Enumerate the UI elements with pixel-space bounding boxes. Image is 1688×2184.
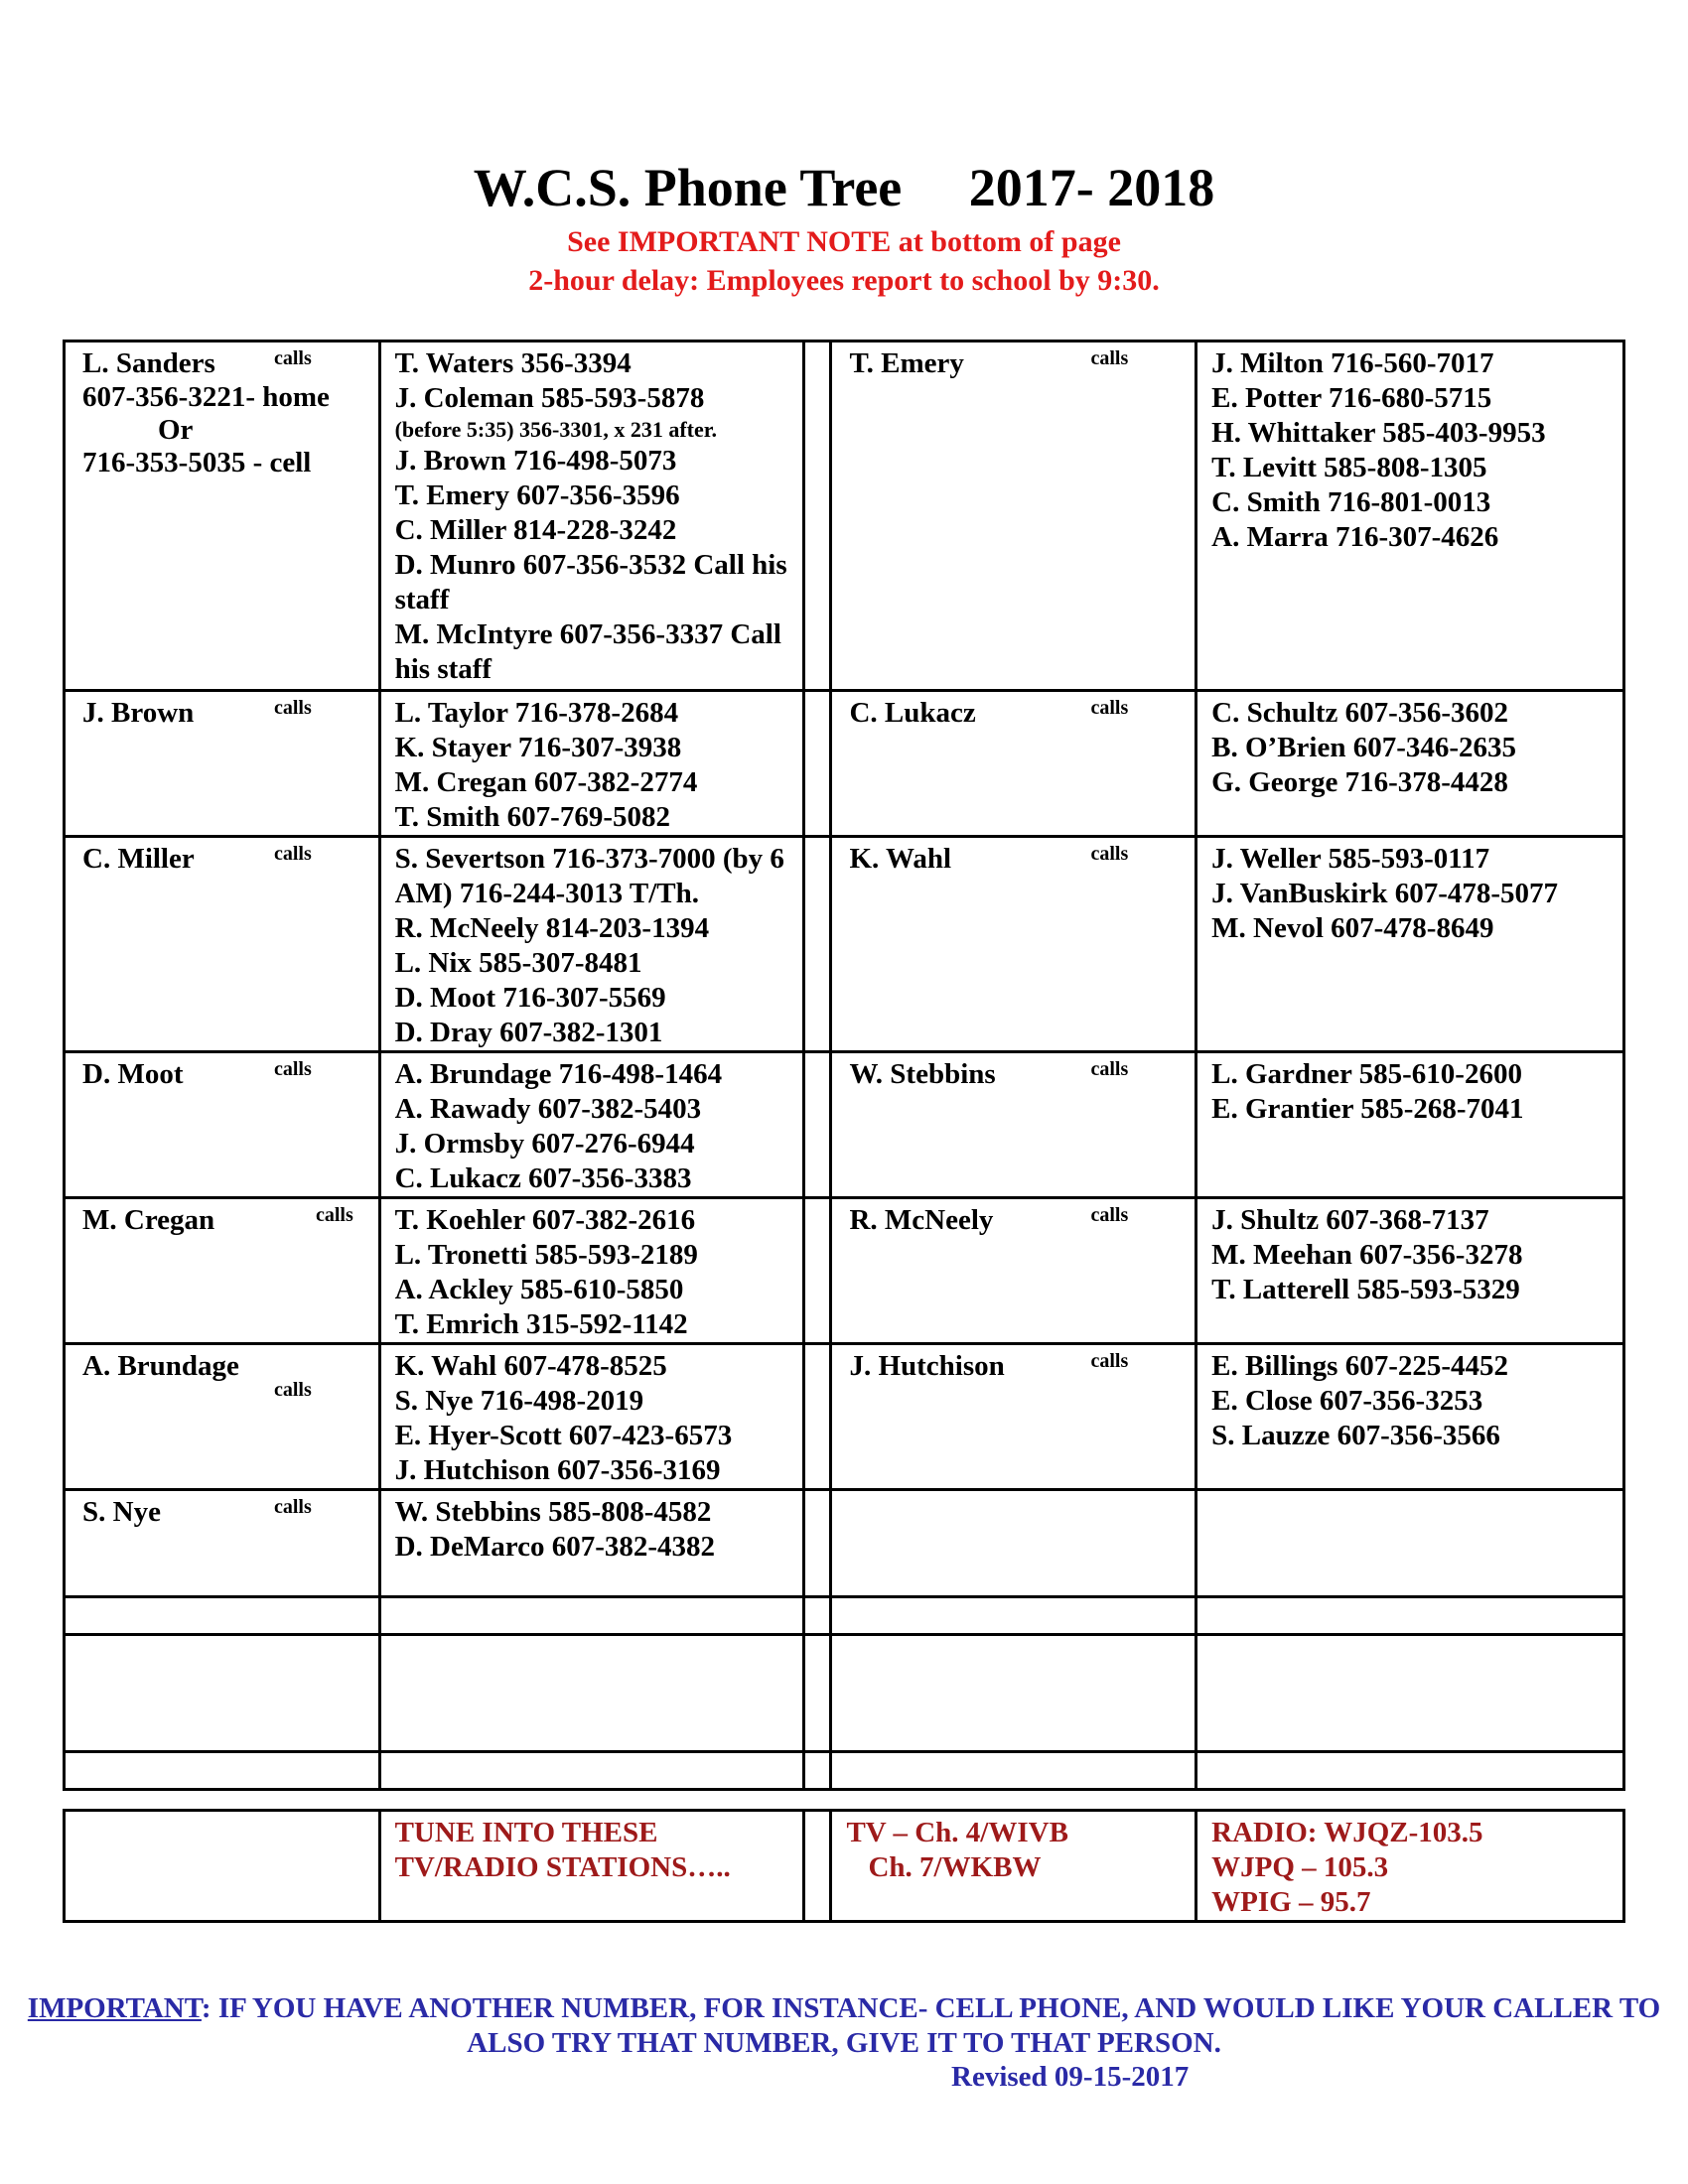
callee: L. Gardner 585-610-2600 — [1211, 1058, 1522, 1090]
stations-table — [63, 1809, 1625, 1923]
spacer-cell — [804, 341, 831, 691]
callee: T. Emrich 315-592-1142 — [394, 1308, 688, 1340]
radio-station: WJPQ – 105.3 — [1211, 1851, 1389, 1883]
callee: C. Miller 814-228-3242 — [394, 514, 677, 546]
callee: G. George 716-378-4428 — [1211, 766, 1508, 798]
callee-list — [381, 1053, 803, 1196]
caller-cell — [66, 1053, 378, 1092]
callee: D. DeMarco 607-382-4382 — [394, 1531, 716, 1563]
tv-station: Ch. 7/WKBW — [868, 1851, 1042, 1883]
callee: E. Hyer-Scott 607-423-6573 — [394, 1420, 733, 1451]
callee: E. Grantier 585-268-7041 — [1211, 1093, 1524, 1125]
caller-contact-or: Or — [158, 414, 194, 446]
callee: D. Munro 607-356-3532 Call his staff — [394, 549, 787, 615]
calls-label: calls — [274, 1379, 312, 1401]
stations-label — [379, 1811, 804, 1922]
caller-name: M. Cregan — [82, 1204, 215, 1236]
callee: C. Lukacz 607-356-3383 — [394, 1162, 692, 1194]
calls-label: calls — [274, 347, 312, 369]
callee: A. Brundage 716-498-1464 — [394, 1058, 723, 1090]
calls-label: calls — [274, 1058, 312, 1080]
callee: L. Taylor 716-378-2684 — [394, 697, 679, 729]
callee: T. Emery 607-356-3596 — [394, 479, 680, 511]
callee: A. Ackley 585-610-5850 — [394, 1274, 684, 1305]
calls-label: calls — [274, 697, 312, 719]
calls-label: calls — [1090, 843, 1129, 865]
radio-station: RADIO: WJQZ-103.5 — [1211, 1817, 1483, 1848]
callee: E. Potter 716-680-5715 — [1211, 382, 1492, 414]
caller-cell — [832, 1345, 1195, 1384]
caller-cell — [832, 838, 1195, 877]
callee: M. Nevol 607-478-8649 — [1211, 912, 1494, 944]
calls-label: calls — [274, 843, 312, 865]
calls-label: calls — [1090, 347, 1129, 369]
caller-cell — [832, 692, 1195, 731]
table-row — [65, 341, 1624, 691]
tv-stations — [831, 1811, 1196, 1922]
calls-label: calls — [1090, 697, 1129, 719]
important-note-pointer: See IMPORTANT NOTE at bottom of page — [567, 225, 1121, 258]
calls-label: calls — [1090, 1204, 1129, 1226]
callee: K. Wahl 607-478-8525 — [394, 1350, 667, 1382]
callee: B. O’Brien 607-346-2635 — [1211, 732, 1517, 763]
callee: T. Levitt 585-808-1305 — [1211, 452, 1487, 483]
stations-label-line: TUNE INTO THESE — [394, 1817, 658, 1848]
caller-cell — [66, 1491, 378, 1530]
callee: S. Lauzze 607-356-3566 — [1211, 1420, 1500, 1451]
callee-list — [381, 342, 803, 687]
caller-cell — [832, 1199, 1195, 1238]
empty-cell — [831, 1490, 1196, 1597]
table-row — [65, 837, 1624, 1052]
caller-cell — [832, 1053, 1195, 1092]
callee-list — [1197, 838, 1622, 946]
delay-note: 2-hour delay: Employees report to school by 9:30. — [528, 264, 1160, 297]
callee: H. Whittaker 585-403-9953 — [1211, 417, 1546, 449]
callee: D. Moot 716-307-5569 — [394, 982, 666, 1014]
stations-label-line: TV/RADIO STATIONS….. — [394, 1851, 731, 1883]
caller-cell — [66, 838, 378, 877]
callee: J. VanBuskirk 607-478-5077 — [1211, 878, 1559, 909]
callee-note: (before 5:35) 356-3301, x 231 after. — [394, 417, 718, 442]
spacer-cell — [804, 837, 831, 1052]
callee-list — [381, 1345, 803, 1488]
calls-label: calls — [1090, 1058, 1129, 1080]
caller-name: K. Wahl — [849, 843, 952, 875]
callee: A. Marra 716-307-4626 — [1211, 521, 1499, 553]
caller-name: J. Hutchison — [849, 1350, 1005, 1382]
callee: M. McIntyre 607-356-3337 Call his staff — [394, 618, 781, 685]
callee: M. Meehan 607-356-3278 — [1211, 1239, 1523, 1271]
caller-name: T. Emery — [849, 347, 964, 379]
calls-label: calls — [1090, 1350, 1129, 1372]
callee-list — [381, 692, 803, 835]
callee: S. Nye 716-498-2019 — [394, 1385, 644, 1417]
caller-name: D. Moot — [82, 1058, 184, 1090]
callee-list — [1197, 1053, 1622, 1127]
radio-stations — [1196, 1811, 1624, 1922]
callee: J. Milton 716-560-7017 — [1211, 347, 1494, 379]
important-text: : IF YOU HAVE ANOTHER NUMBER, FOR INSTANCE- CELL PHONE, AND WOULD LIKE YOUR CALLER TO ALSO TRY THAT NUMBER, GIVE IT TO THAT PERSON. — [201, 1992, 1661, 2059]
callee: A. Rawady 607-382-5403 — [394, 1093, 702, 1125]
empty-cell — [65, 1811, 380, 1922]
callee: M. Cregan 607-382-2774 — [394, 766, 698, 798]
table-row — [65, 1811, 1624, 1922]
caller-name: R. McNeely — [849, 1204, 994, 1236]
empty-row — [65, 1752, 1624, 1790]
caller-name: J. Brown — [82, 697, 195, 729]
callee: L. Tronetti 585-593-2189 — [394, 1239, 698, 1271]
spacer-cell — [804, 1490, 831, 1597]
caller-name: A. Brundage — [82, 1350, 239, 1382]
caller-name: W. Stebbins — [849, 1058, 996, 1090]
callee-list — [1197, 342, 1622, 555]
empty-row — [65, 1635, 1624, 1752]
phone-tree-table — [63, 340, 1625, 1791]
caller-name: C. Miller — [82, 843, 195, 875]
callee: J. Hutchison 607-356-3169 — [394, 1454, 721, 1486]
revised-date: Revised 09-15-2017 — [951, 2061, 1190, 2093]
spacer-cell — [804, 1052, 831, 1198]
caller-cell — [66, 1345, 378, 1400]
empty-cell — [1196, 1490, 1624, 1597]
spacer-cell — [804, 1811, 831, 1922]
callee: W. Stebbins 585-808-4582 — [394, 1496, 712, 1528]
callee: T. Smith 607-769-5082 — [394, 801, 670, 833]
callee: R. McNeely 814-203-1394 — [394, 912, 710, 944]
callee: T. Latterell 585-593-5329 — [1211, 1274, 1520, 1305]
callee-list — [381, 1199, 803, 1342]
spacer-cell — [804, 691, 831, 837]
radio-station: WPIG – 95.7 — [1211, 1886, 1371, 1918]
callee: L. Nix 585-307-8481 — [394, 947, 642, 979]
callee: S. Severtson 716-373-7000 (by 6 AM) 716-244-3013 T/Th. — [394, 843, 784, 909]
table-row — [65, 1490, 1624, 1597]
callee: C. Schultz 607-356-3602 — [1211, 697, 1508, 729]
callee-list — [381, 1491, 803, 1565]
callee: T. Waters 356-3394 — [394, 347, 632, 379]
caller-cell — [832, 342, 1195, 381]
callee: J. Coleman 585-593-5878 — [394, 382, 705, 414]
spacer-cell — [804, 1198, 831, 1344]
caller-cell — [66, 1199, 378, 1238]
calls-label: calls — [316, 1204, 353, 1226]
empty-row — [65, 1597, 1624, 1635]
page-title: W.C.S. Phone Tree 2017- 2018 — [473, 158, 1215, 217]
important-lead: IMPORTANT — [27, 1992, 202, 2024]
important-note — [0, 1991, 1688, 2061]
callee-list — [381, 838, 803, 1050]
caller-contact-cell: 716-353-5035 - cell — [82, 447, 312, 478]
callee-list — [1197, 1199, 1622, 1307]
callee: C. Smith 716-801-0013 — [1211, 486, 1491, 518]
callee: K. Stayer 716-307-3938 — [394, 732, 682, 763]
callee: J. Brown 716-498-5073 — [394, 445, 677, 477]
caller-name: C. Lukacz — [849, 697, 976, 729]
caller-name: S. Nye — [82, 1496, 161, 1528]
table-row — [65, 691, 1624, 837]
table-row — [65, 1344, 1624, 1490]
table-row — [65, 1198, 1624, 1344]
callee-list — [1197, 1345, 1622, 1453]
callee: J. Ormsby 607-276-6944 — [394, 1128, 695, 1160]
callee: D. Dray 607-382-1301 — [394, 1017, 663, 1048]
callee: J. Shultz 607-368-7137 — [1211, 1204, 1489, 1236]
callee-list — [1197, 692, 1622, 800]
calls-label: calls — [274, 1496, 312, 1518]
caller-name: L. Sanders — [82, 347, 215, 379]
caller-cell — [66, 342, 378, 479]
callee: E. Close 607-356-3253 — [1211, 1385, 1483, 1417]
caller-cell — [66, 692, 378, 731]
table-row — [65, 1052, 1624, 1198]
caller-contact-home: 607-356-3221- home — [82, 381, 330, 413]
spacer-cell — [804, 1344, 831, 1490]
tv-station: TV – Ch. 4/WIVB — [846, 1817, 1068, 1848]
callee: E. Billings 607-225-4452 — [1211, 1350, 1509, 1382]
callee: J. Weller 585-593-0117 — [1211, 843, 1490, 875]
callee: T. Koehler 607-382-2616 — [394, 1204, 696, 1236]
